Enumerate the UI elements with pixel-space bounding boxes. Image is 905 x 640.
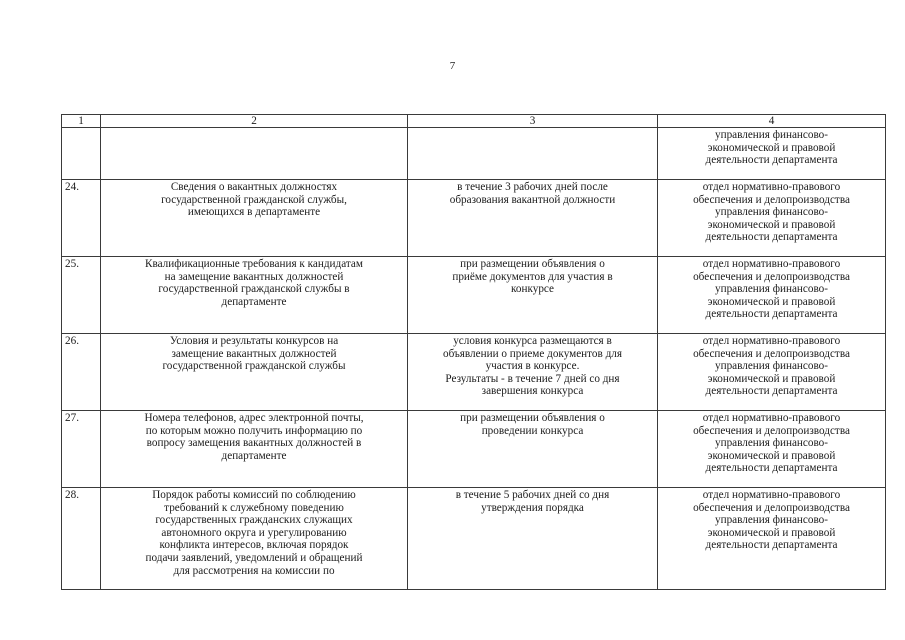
table-row [62, 257, 886, 334]
information-cell-line: требований к служебному поведению [164, 501, 344, 514]
information-cell-line: государственной гражданской службы [162, 360, 346, 373]
column-header-2: 2 [101, 115, 408, 128]
deadline-cell-line: в течение 5 рабочих дней со дня [455, 489, 610, 501]
row-number-cell: 25. [62, 257, 101, 334]
deadline-cell [408, 257, 658, 334]
information-cell-line: департаменте [221, 449, 287, 462]
responsible-cell-line: экономической и правовой [707, 449, 836, 462]
deadline-cell [408, 128, 658, 180]
information-cell-line: государственной гражданской службы, [161, 193, 347, 206]
information-cell-line: Сведения о вакантных должностях [170, 181, 338, 193]
responsible-cell-line: экономической и правовой [707, 295, 836, 308]
table-row [62, 334, 886, 411]
table-header-row [62, 115, 886, 128]
column-header-1: 1 [62, 115, 101, 128]
responsible-cell-line: обеспечения и делопроизводства [693, 501, 850, 514]
deadline-cell-line: утверждения порядка [481, 501, 584, 514]
information-cell-line: Номера телефонов, адрес электронной почты, [144, 412, 364, 424]
table-row [62, 128, 886, 180]
information-cell-line: замещение вакантных должностей [171, 347, 337, 360]
responsible-cell-line: деятельности департамента [705, 385, 838, 398]
information-cell-line: имеющихся в департаменте [187, 206, 321, 219]
responsible-cell-line: отдел нормативно-правового [702, 489, 841, 501]
responsible-cell-line: управления финансово- [714, 283, 828, 296]
responsible-cell [658, 128, 886, 180]
responsible-cell-line: обеспечения и делопроизводства [693, 193, 850, 206]
page-number: 7 [449, 60, 456, 72]
information-cell [101, 411, 408, 488]
information-cell-line: Квалификационные требования к кандидатам [145, 258, 363, 270]
responsible-cell-line: деятельности департамента [705, 154, 838, 167]
responsible-cell-line: обеспечения и делопроизводства [693, 270, 850, 283]
responsible-cell [658, 180, 886, 257]
responsible-cell-line: управления финансово- [714, 129, 828, 141]
row-number-cell: 27. [62, 411, 101, 488]
responsible-cell-line: деятельности департамента [705, 462, 838, 475]
responsible-cell-line: отдел нормативно-правового [702, 412, 841, 424]
information-cell [101, 128, 408, 180]
responsible-cell-line: отдел нормативно-правового [702, 335, 841, 347]
deadline-cell-line: в течение 3 рабочих дней после [457, 181, 608, 193]
deadline-cell-line: образования вакантной должности [449, 193, 616, 206]
responsible-cell-line: отдел нормативно-правового [702, 181, 841, 193]
deadline-cell-line: условия конкурса размещаются в [453, 335, 612, 347]
responsible-cell-line: деятельности департамента [705, 539, 838, 552]
responsible-cell [658, 334, 886, 411]
information-cell-line: Порядок работы комиссий по соблюдению [152, 489, 356, 501]
deadline-cell [408, 180, 658, 257]
information-cell-line: на замещение вакантных должностей [164, 270, 344, 283]
responsible-cell-line: экономической и правовой [707, 141, 836, 154]
responsible-cell [658, 488, 886, 590]
deadline-cell-line: при размещении объявления о [460, 258, 605, 270]
information-cell [101, 334, 408, 411]
deadline-cell-line: приёме документов для участия в [452, 270, 613, 283]
responsible-cell-line: деятельности департамента [705, 308, 838, 321]
deadline-cell-line: участия в конкурсе. [485, 360, 580, 373]
responsible-cell-line: управления финансово- [714, 514, 828, 527]
deadline-cell-line: при размещении объявления о [460, 412, 605, 424]
information-cell-line: государственной гражданской службы в [158, 283, 350, 296]
table-row [62, 180, 886, 257]
information-cell [101, 488, 408, 590]
column-header-4: 4 [658, 115, 886, 128]
responsible-cell-line: обеспечения и делопроизводства [693, 424, 850, 437]
table-row [62, 488, 886, 590]
deadline-cell-line: завершения конкурса [481, 385, 584, 398]
information-cell-line: для рассмотрения на комиссии по [173, 564, 335, 577]
information-cell-line: конфликта интересов, включая порядок [159, 539, 349, 552]
information-cell [101, 257, 408, 334]
column-header-3: 3 [408, 115, 658, 128]
row-number-cell: 26. [62, 334, 101, 411]
information-cell-line: по которым можно получить информацию по [145, 424, 363, 437]
deadline-cell-line: конкурсе [511, 283, 554, 296]
responsible-cell [658, 257, 886, 334]
information-cell-line: автономного округа и урегулированию [161, 526, 347, 539]
deadline-cell-line: Результаты - в течение 7 дней со дня [445, 372, 620, 385]
responsible-cell-line: деятельности департамента [705, 231, 838, 244]
responsible-cell-line: экономической и правовой [707, 372, 836, 385]
responsible-cell-line: управления финансово- [714, 360, 828, 373]
row-number-cell: 28. [62, 488, 101, 590]
document-table [61, 114, 886, 590]
table-row [62, 411, 886, 488]
information-cell [101, 180, 408, 257]
information-cell-line: департаменте [221, 295, 287, 308]
responsible-cell-line: экономической и правовой [707, 526, 836, 539]
responsible-cell-line: управления финансово- [714, 437, 828, 450]
responsible-cell-line: экономической и правовой [707, 218, 836, 231]
deadline-cell-line: объявлении о приеме документов для [442, 347, 623, 360]
responsible-cell [658, 411, 886, 488]
deadline-cell [408, 411, 658, 488]
information-cell-line: государственных гражданских служащих [155, 514, 353, 527]
information-cell-line: вопросу замещения вакантных должностей в [146, 437, 362, 450]
deadline-cell-line: проведении конкурса [481, 424, 584, 437]
row-number-cell: 24. [62, 180, 101, 257]
deadline-cell [408, 488, 658, 590]
responsible-cell-line: отдел нормативно-правового [702, 258, 841, 270]
responsible-cell-line: обеспечения и делопроизводства [693, 347, 850, 360]
deadline-cell [408, 334, 658, 411]
responsible-cell-line: управления финансово- [714, 206, 828, 219]
information-cell-line: Условия и результаты конкурсов на [169, 335, 339, 347]
information-cell-line: подачи заявлений, уведомлений и обращений [145, 551, 363, 564]
row-number-cell [62, 128, 101, 180]
